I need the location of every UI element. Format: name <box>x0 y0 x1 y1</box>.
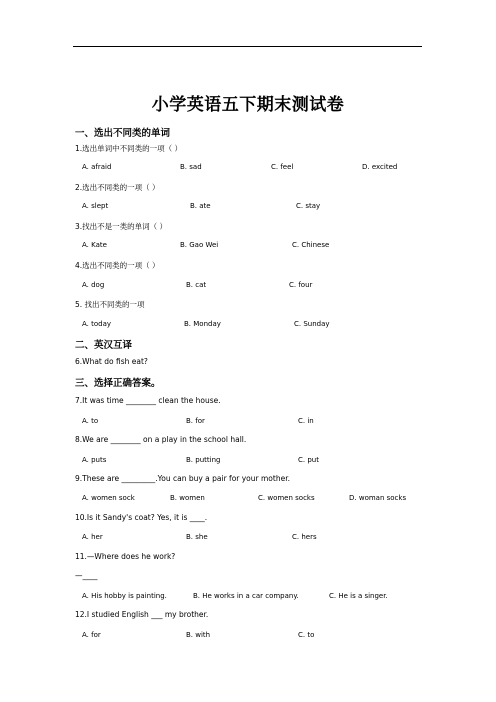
question-stem-5: 5. 找出不同类的一项 <box>75 300 145 309</box>
q4-option-c[interactable]: C. four <box>289 281 313 289</box>
q5-option-a[interactable]: A. today <box>82 320 112 328</box>
q10-option-b[interactable]: B. she <box>186 533 208 541</box>
question-stem-8: 8.We are ________ on a play in the school hall. <box>75 435 247 444</box>
question-stem-11: 11.—Where does he work? <box>75 552 176 561</box>
q12-option-a[interactable]: A. for <box>82 631 101 639</box>
section-heading-2: 二、英汉互译 <box>75 340 133 351</box>
question-stem-10: 10.Is it Sandy's coat? Yes, it is ____. <box>75 513 208 522</box>
q3-option-c[interactable]: C. Chinese <box>292 241 330 249</box>
question-stem-9: 9.These are _________.You can buy a pair for your mother. <box>75 474 290 483</box>
q1-option-a[interactable]: A. afraid <box>82 163 112 171</box>
q7-option-a[interactable]: A. to <box>82 417 99 425</box>
q8-option-c[interactable]: C. put <box>298 456 319 464</box>
q5-option-b[interactable]: B. Monday <box>184 320 221 328</box>
q10-option-c[interactable]: C. hers <box>292 533 317 541</box>
q9-option-a[interactable]: A. women sock <box>82 494 135 502</box>
q3-option-b[interactable]: B. Gao Wei <box>180 241 219 249</box>
q5-option-c[interactable]: C. Sunday <box>294 320 330 328</box>
page-title: 小学英语五下期末测试卷 <box>151 95 345 115</box>
q3-option-a[interactable]: A. Kate <box>82 241 107 249</box>
q2-option-c[interactable]: C. stay <box>296 202 321 210</box>
q1-option-d[interactable]: D. excited <box>362 163 398 171</box>
q7-option-c[interactable]: C. in <box>298 417 314 425</box>
question-stem-6: 6.What do fish eat? <box>75 357 148 366</box>
q8-option-a[interactable]: A. puts <box>82 456 107 464</box>
q11-answer-line: —____ <box>75 571 98 580</box>
header-rule <box>73 46 422 47</box>
q9-option-d[interactable]: D. woman socks <box>349 494 407 502</box>
q7-option-b[interactable]: B. for <box>186 417 205 425</box>
q10-option-a[interactable]: A. her <box>82 533 103 541</box>
q11-option-b[interactable]: B. He works in a car company. <box>193 592 299 600</box>
q11-option-a[interactable]: A. His hobby is painting. <box>82 592 167 600</box>
q4-option-a[interactable]: A. dog <box>82 281 105 289</box>
q2-option-b[interactable]: B. ate <box>190 202 211 210</box>
section-heading-3: 三、选择正确答案。 <box>75 378 161 389</box>
section-heading-1: 一、选出不同类的单词 <box>75 128 171 139</box>
q12-option-b[interactable]: B. with <box>186 631 211 639</box>
question-stem-2: 2.选出不同类的一项（ ） <box>75 183 160 192</box>
question-stem-3: 3.找出不是一类的单词（ ） <box>75 222 168 231</box>
q4-option-b[interactable]: B. cat <box>186 281 207 289</box>
q1-option-c[interactable]: C. feel <box>271 163 294 171</box>
q1-option-b[interactable]: B. sad <box>180 163 202 171</box>
question-stem-4: 4.选出不同类的一项（ ） <box>75 261 160 270</box>
q11-option-c[interactable]: C. He is a singer. <box>329 592 388 600</box>
q8-option-b[interactable]: B. putting <box>186 456 221 464</box>
question-stem-1: 1.选出单词中不同类的一项（ ） <box>75 144 183 153</box>
question-stem-7: 7.It was time ________ clean the house. <box>75 396 221 405</box>
q9-option-b[interactable]: B. women <box>170 494 205 502</box>
q9-option-c[interactable]: C. women socks <box>258 494 315 502</box>
q12-option-c[interactable]: C. to <box>298 631 315 639</box>
question-stem-12: 12.I studied English ___ my brother. <box>75 610 209 619</box>
q2-option-a[interactable]: A. slept <box>82 202 109 210</box>
